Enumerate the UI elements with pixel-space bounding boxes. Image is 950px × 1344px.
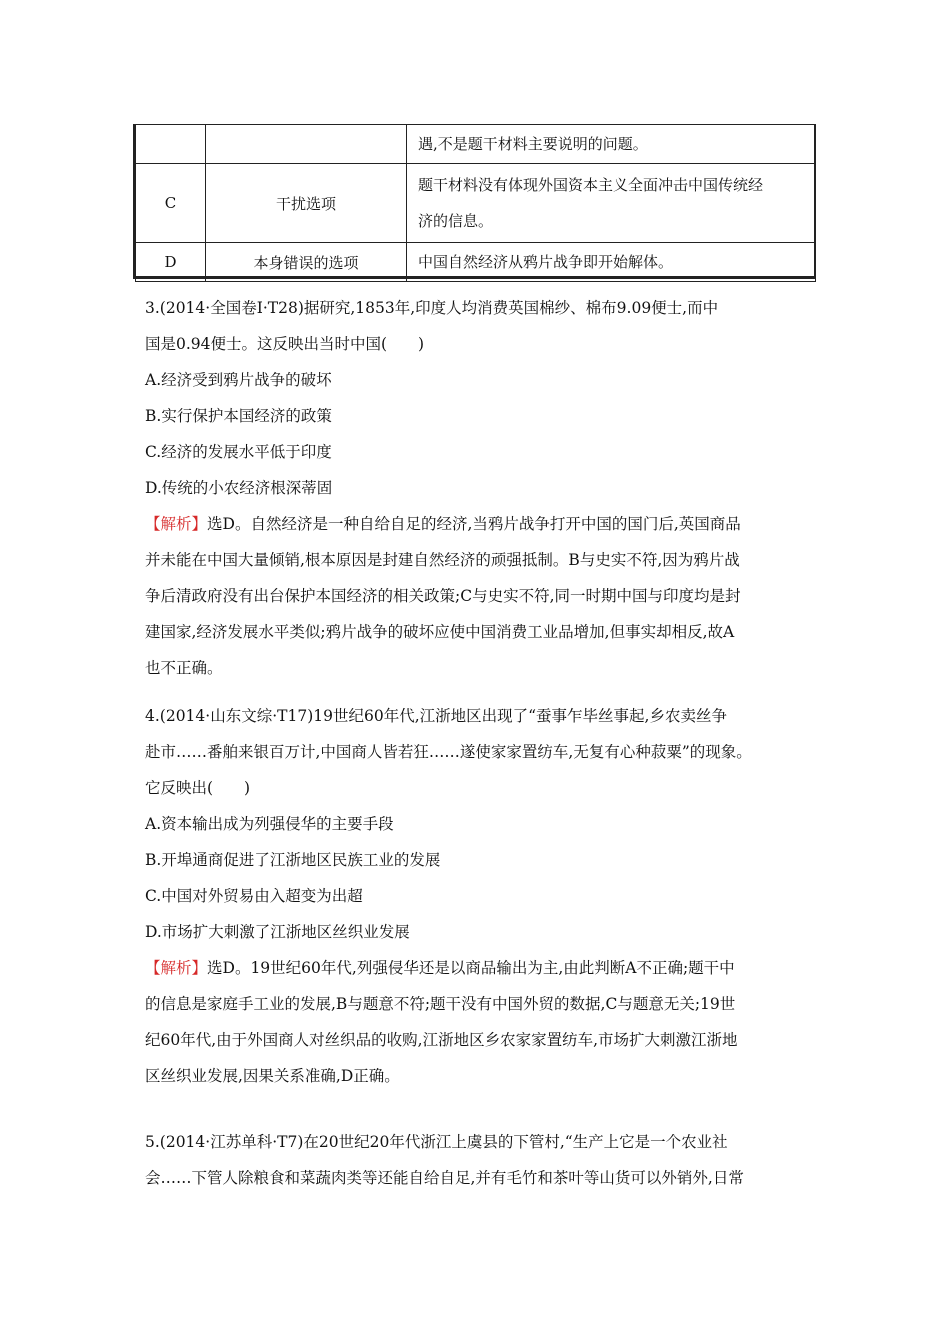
analysis-line: 区丝织业发展,因果关系准确,D正确。 xyxy=(145,1067,400,1085)
option-explanation-cell xyxy=(407,125,816,164)
question-stem-line: 赴市……番舶来银百万计,中国商人皆若狂……遂使家家置纺车,无复有心种菽粟”的现象。 xyxy=(145,743,752,761)
analysis-tag: 【解析】 xyxy=(145,515,208,533)
explanation-line: 遇,不是题干材料主要说明的问题。 xyxy=(418,135,648,153)
analysis-line xyxy=(145,950,805,986)
table-row xyxy=(136,164,816,243)
option-explanation-cell xyxy=(407,243,816,282)
option-a: A.资本输出成为列强侵华的主要手段 xyxy=(145,815,394,833)
option-c: C.中国对外贸易由入超变为出超 xyxy=(145,887,363,905)
analysis-line: 并未能在中国大量倾销,根本原因是封建自然经济的顽强抵制。B与史实不符,因为鸦片战 xyxy=(145,551,740,569)
option-letter-cell: C xyxy=(136,164,206,243)
explanation-line: 济的信息。 xyxy=(418,212,494,230)
option-category-cell xyxy=(206,125,407,164)
explanation-line: 题干材料没有体现外国资本主义全面冲击中国传统经 xyxy=(418,176,764,194)
question-stem-line: 3.(2014·全国卷Ⅰ·T28)据研究,1853年,印度人均消费英国棉纱、棉布9.09便士,而中 xyxy=(145,299,719,317)
analysis-text: 选D。19世纪60年代,列强侵华还是以商品输出为主,由此判断A不正确;题干中 xyxy=(207,959,735,977)
analysis-line: 争后清政府没有出台保护本国经济的相关政策;C与史实不符,同一时期中国与印度均是封 xyxy=(145,587,741,605)
option-d: D.市场扩大刺激了江浙地区丝织业发展 xyxy=(145,923,410,941)
option-c: C.经济的发展水平低于印度 xyxy=(145,443,332,461)
analysis-line xyxy=(145,506,805,542)
option-b: B.开埠通商促进了江浙地区民族工业的发展 xyxy=(145,851,441,869)
analysis-line: 纪60年代,由于外国商人对丝织品的收购,江浙地区乡农家家置纺车,市场扩大刺激江浙地 xyxy=(145,1031,738,1049)
table-row xyxy=(136,125,816,164)
option-category-cell: 本身错误的选项 xyxy=(206,243,407,282)
question-stem-line: 国是0.94便士。这反映出当时中国( ) xyxy=(145,335,425,353)
table-row xyxy=(136,243,816,282)
question-5 xyxy=(145,1124,805,1196)
option-category-cell: 干扰选项 xyxy=(206,164,407,243)
analysis-line: 建国家,经济发展水平类似;鸦片战争的破坏应使中国消费工业品增加,但事实却相反,故A xyxy=(145,623,735,641)
analysis-line: 的信息是家庭手工业的发展,B与题意不符;题干没有中国外贸的数据,C与题意无关;19世 xyxy=(145,995,736,1013)
option-b: B.实行保护本国经济的政策 xyxy=(145,407,332,425)
question-4 xyxy=(145,698,805,1094)
question-3 xyxy=(145,290,805,686)
analysis-text: 选D。自然经济是一种自给自足的经济,当鸦片战争打开中国的国门后,英国商品 xyxy=(207,515,741,533)
question-stem-line: 会……下管人除粮食和菜蔬肉类等还能自给自足,并有毛竹和茶叶等山货可以外销外,日常 xyxy=(145,1169,744,1187)
option-d: D.传统的小农经济根深蒂固 xyxy=(145,479,333,497)
option-explanation-cell xyxy=(407,164,816,243)
question-stem-line: 5.(2014·江苏单科·T7)在20世纪20年代浙江上虞县的下管村,“生产上它是一个农业社 xyxy=(145,1133,728,1151)
explanation-line: 中国自然经济从鸦片战争即开始解体。 xyxy=(418,253,674,271)
answer-analysis-table xyxy=(135,124,816,282)
analysis-line: 也不正确。 xyxy=(145,659,223,677)
question-stem-line: 它反映出( ) xyxy=(145,779,251,797)
question-stem-line: 4.(2014·山东文综·T17)19世纪60年代,江浙地区出现了“蚕事乍毕丝事起,乡农卖丝争 xyxy=(145,707,727,725)
analysis-tag: 【解析】 xyxy=(145,959,208,977)
option-a: A.经济受到鸦片战争的破坏 xyxy=(145,371,332,389)
option-letter-cell: D xyxy=(136,243,206,282)
option-letter-cell xyxy=(136,125,206,164)
